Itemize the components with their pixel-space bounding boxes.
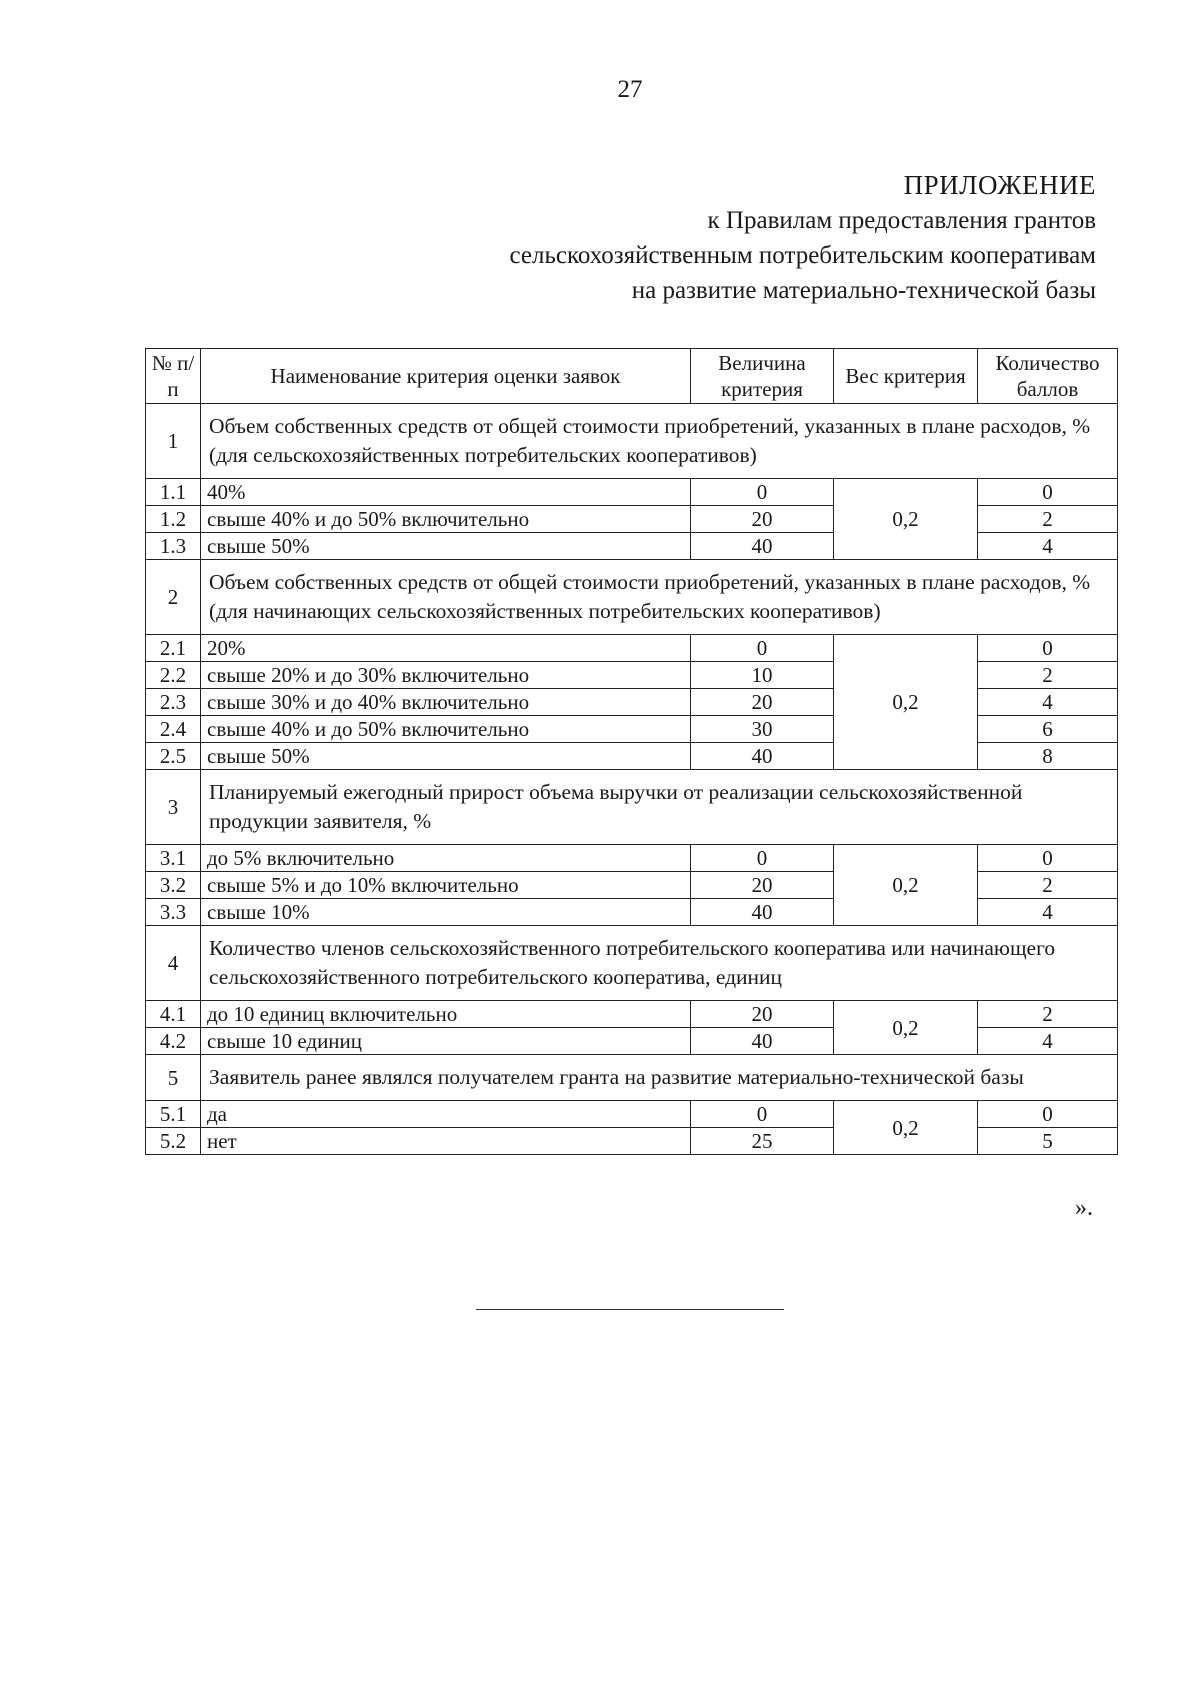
item-points: 4: [978, 899, 1118, 926]
item-number: 3.3: [146, 899, 201, 926]
item-name: свыше 5% и до 10% включительно: [201, 872, 691, 899]
item-value: 40: [691, 743, 834, 770]
item-value: 30: [691, 716, 834, 743]
group-number: 3: [146, 770, 201, 845]
closing-quote: ».: [1075, 1195, 1093, 1221]
item-points: 8: [978, 743, 1118, 770]
item-number: 2.4: [146, 716, 201, 743]
group-title: Количество членов сельскохозяйственного потребительского кооператива или начинающего сельскохозяйственного потребительского кооператива, единиц: [201, 926, 1118, 1001]
item-number: 4.2: [146, 1028, 201, 1055]
item-number: 2.3: [146, 689, 201, 716]
group-title: Объем собственных средств от общей стоимости приобретений, указанных в плане расходов, % (для сельскохозяйственных потребительских кооперативов): [201, 404, 1118, 479]
item-number: 1.3: [146, 533, 201, 560]
group-title: Объем собственных средств от общей стоимости приобретений, указанных в плане расходов, % (для начинающих сельскохозяйственных потребительских кооперативов): [201, 560, 1118, 635]
criterion-group-row: [146, 404, 1118, 479]
item-name: 20%: [201, 635, 691, 662]
separator-line: [476, 1309, 784, 1310]
header-num: № п/п: [146, 349, 201, 404]
item-value: 0: [691, 479, 834, 506]
item-name: да: [201, 1101, 691, 1128]
item-points: 2: [978, 506, 1118, 533]
criterion-group-row: [146, 1055, 1118, 1101]
criterion-group-row: [146, 926, 1118, 1001]
item-points: 4: [978, 1028, 1118, 1055]
item-number: 1.1: [146, 479, 201, 506]
item-name: свыше 30% и до 40% включительно: [201, 689, 691, 716]
group-number: 4: [146, 926, 201, 1001]
criteria-table: [145, 348, 1118, 1155]
item-number: 3.1: [146, 845, 201, 872]
item-number: 2.2: [146, 662, 201, 689]
page-number: 27: [617, 76, 643, 103]
group-number: 1: [146, 404, 201, 479]
header-points: Количество баллов: [978, 349, 1118, 404]
item-number: 2.5: [146, 743, 201, 770]
item-points: 2: [978, 1001, 1118, 1028]
item-value: 40: [691, 1028, 834, 1055]
appendix-heading: ПРИЛОЖЕНИЕ: [903, 170, 1096, 200]
item-value: 10: [691, 662, 834, 689]
item-number: 1.2: [146, 506, 201, 533]
appendix-header: [510, 168, 1097, 308]
item-number: 5.1: [146, 1101, 201, 1128]
item-points: 0: [978, 1101, 1118, 1128]
item-points: 4: [978, 533, 1118, 560]
item-points: 0: [978, 845, 1118, 872]
group-weight: 0,2: [834, 635, 978, 770]
item-value: 20: [691, 506, 834, 533]
item-name: свыше 10 единиц: [201, 1028, 691, 1055]
item-value: 25: [691, 1128, 834, 1155]
item-name: до 5% включительно: [201, 845, 691, 872]
item-name: свыше 40% и до 50% включительно: [201, 716, 691, 743]
criterion-group-row: [146, 770, 1118, 845]
item-value: 20: [691, 872, 834, 899]
item-value: 40: [691, 533, 834, 560]
item-name: нет: [201, 1128, 691, 1155]
item-name: свыше 50%: [201, 533, 691, 560]
item-points: 5: [978, 1128, 1118, 1155]
group-title: Заявитель ранее являлся получателем гранта на развитие материально-технической базы: [201, 1055, 1118, 1101]
item-points: 2: [978, 872, 1118, 899]
criteria-body: [146, 404, 1118, 1155]
group-weight: 0,2: [834, 1101, 978, 1155]
item-value: 0: [691, 1101, 834, 1128]
group-weight: 0,2: [834, 845, 978, 926]
appendix-line-2: сельскохозяйственным потребительским кооперативам: [509, 242, 1096, 269]
item-name: свыше 40% и до 50% включительно: [201, 506, 691, 533]
table-row: [146, 479, 1118, 506]
table-row: [146, 845, 1118, 872]
item-number: 5.2: [146, 1128, 201, 1155]
item-points: 0: [978, 635, 1118, 662]
item-number: 4.1: [146, 1001, 201, 1028]
group-weight: 0,2: [834, 479, 978, 560]
table-row: [146, 1001, 1118, 1028]
group-title: Планируемый ежегодный прирост объема выручки от реализации сельскохозяйственной продукции заявителя, %: [201, 770, 1118, 845]
item-name: свыше 20% и до 30% включительно: [201, 662, 691, 689]
table-row: [146, 1101, 1118, 1128]
item-name: свыше 50%: [201, 743, 691, 770]
item-number: 3.2: [146, 872, 201, 899]
header-value: Величина критерия: [691, 349, 834, 404]
item-name: 40%: [201, 479, 691, 506]
group-number: 5: [146, 1055, 201, 1101]
item-value: 40: [691, 899, 834, 926]
item-points: 2: [978, 662, 1118, 689]
item-value: 20: [691, 1001, 834, 1028]
table-row: [146, 635, 1118, 662]
group-number: 2: [146, 560, 201, 635]
header-name: Наименование критерия оценки заявок: [201, 349, 691, 404]
item-points: 4: [978, 689, 1118, 716]
item-value: 20: [691, 689, 834, 716]
criterion-group-row: [146, 560, 1118, 635]
item-number: 2.1: [146, 635, 201, 662]
header-weight: Вес критерия: [834, 349, 978, 404]
table-header-row: [146, 349, 1118, 404]
appendix-line-1: к Правилам предоставления грантов: [707, 207, 1096, 234]
item-points: 0: [978, 479, 1118, 506]
item-name: до 10 единиц включительно: [201, 1001, 691, 1028]
item-points: 6: [978, 716, 1118, 743]
item-value: 0: [691, 845, 834, 872]
item-value: 0: [691, 635, 834, 662]
group-weight: 0,2: [834, 1001, 978, 1055]
item-name: свыше 10%: [201, 899, 691, 926]
appendix-line-3: на развитие материально-технической базы: [631, 277, 1096, 304]
